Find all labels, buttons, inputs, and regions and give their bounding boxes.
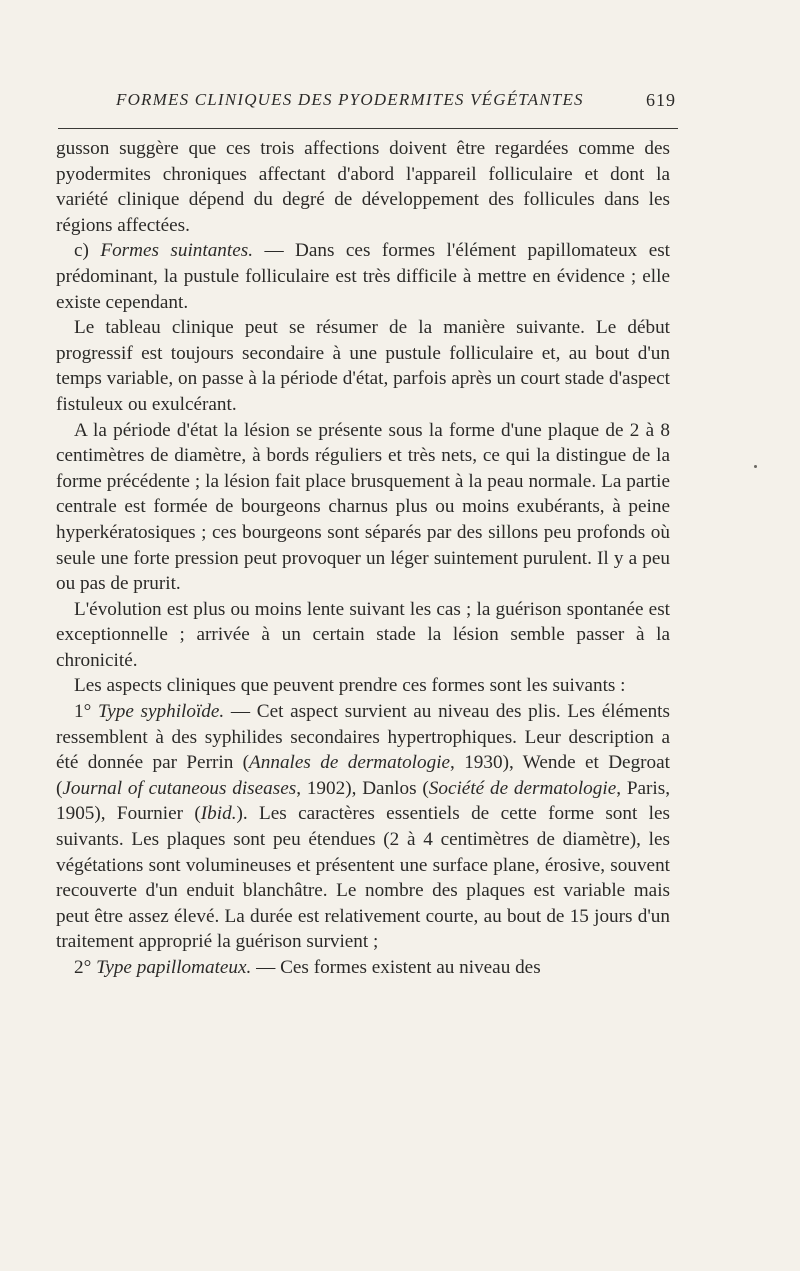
paragraph-5: L'évolution est plus ou moins lente suivant les cas ; la guérison spontanée est exceptionnelle ; arrivée à un certain stade la lésion semble passer à la chronicité. [56, 598, 670, 671]
ref-societe: Société de dermatologie [428, 777, 617, 799]
header-rule [58, 128, 678, 129]
paragraph-2: c) Formes suintantes. — Dans ces formes l'élément papillomateux est prédominant, la pustule folliculaire est très difficile à mettre en évidence ; elle existe cependant. [56, 240, 671, 313]
paragraph-1: gusson suggère que ces trois affections doivent être regardées comme des pyodermites chroniques affectant d'abord l'appareil folliculaire et dont la variété clinique dépend du degré de développement des follicules dans les régions affectées. [56, 138, 670, 236]
page-number: 619 [646, 90, 676, 110]
paragraph-7: 1° Type syphiloïde. — Cet aspect survient au niveau des plis. Les éléments ressemblent à des syphilides secondaires hypertrophiques. Leur description a été donnée par Perrin (Annales de dermatologie, 1930), Wende et Degroat (Journal of cutaneous diseases, 1902), Danlos (Société de dermatologie, Paris, 1905), Fournier (Ibid.). Les caractères essentiels de cette forme sont les suivants. Les plaques sont peu étendues (2 à 4 centimètres de diamètre), les végétations sont volumineuses et présentent une surface plane, érosive, souvent recouverte d'un enduit blanchâtre. Le nombre des plaques est variable mais peut être assez élevé. La durée est relativement courte, au bout de 15 jours d'un traitement approprié la guérison survient ; [56, 701, 671, 953]
paper-speck [754, 465, 757, 468]
type-papillomateux-title: Type papillomateux. [96, 957, 252, 978]
type-syphiloide-title: Type syphiloïde. [97, 701, 225, 723]
ref-annales: Annales de dermatologie [249, 752, 451, 774]
body-text [56, 136, 670, 981]
running-title: FORMES CLINIQUES DES PYODERMITES VÉGÉTANTES [116, 90, 584, 109]
ref-ibid: Ibid. [200, 803, 237, 825]
paragraph-4: A la période d'état la lésion se présente sous la forme d'une plaque de 2 à 8 centimètres de diamètre, à bords réguliers et très nets, ce qui la distingue de la forme précédente ; la lésion fait place brusquement à la peau normale. La partie centrale est formée de bourgeons charnus plus ou moins exubérants, à peine hyperkératosiques ; ces bourgeons sont séparés par des sillons peu profonds où seule une forte pression peut provoquer un léger suintement purulent. Il y a peu ou pas de prurit. [56, 419, 670, 595]
running-header [56, 88, 676, 122]
paragraph-3: Le tableau clinique peut se résumer de la manière suivante. Le début progressif est toujours secondaire à une pustule folliculaire et, au bout d'un temps variable, on passe à la période d'état, parfois après un court stade d'aspect fistuleux ou exulcérant. [56, 317, 670, 415]
ref-journal: Journal of cutaneous diseases [62, 777, 297, 799]
paragraph-8: 2° Type papillomateux. — Ces formes existent au niveau des [74, 957, 541, 978]
section-title-suintantes: Formes suintantes. [100, 240, 254, 262]
paragraph-6: Les aspects cliniques que peuvent prendre ces formes sont les suivants : [74, 675, 626, 697]
